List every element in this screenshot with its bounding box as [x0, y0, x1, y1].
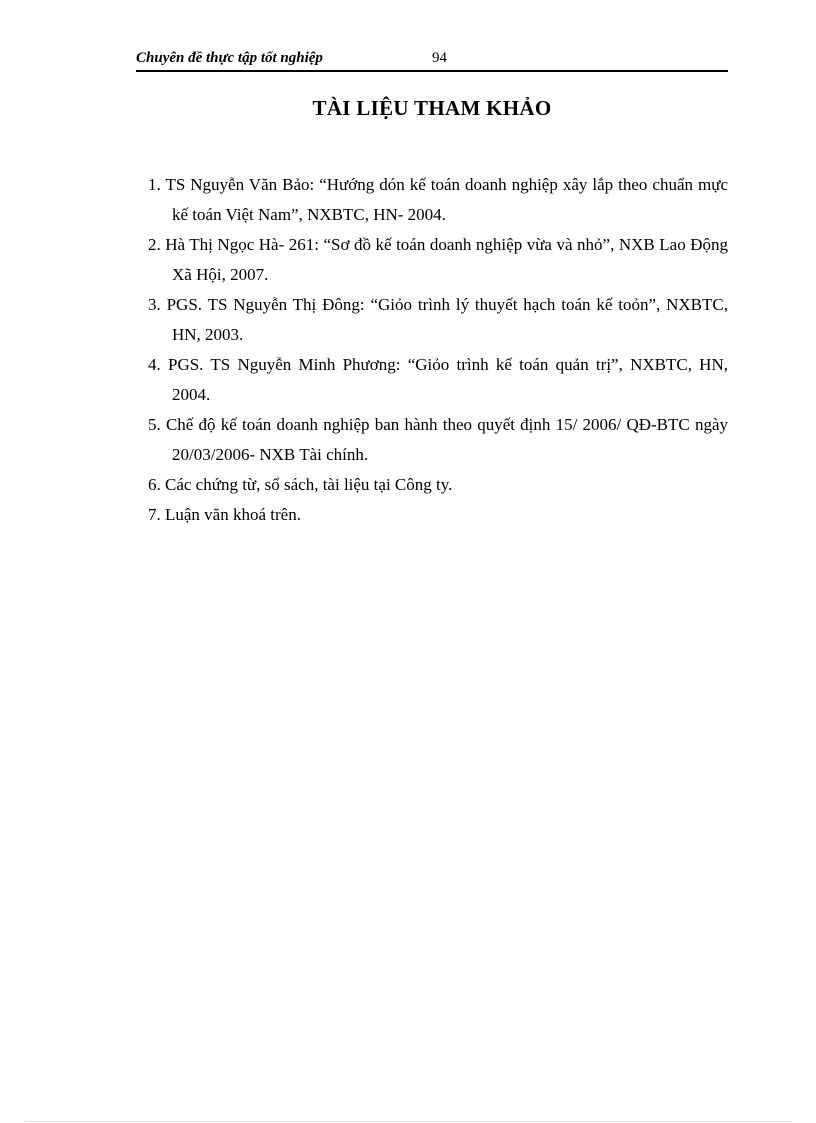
reference-item-3: 3. PGS. TS Nguyễn Thị Đông: “Giỏo trình lý thuyết hạch toán kế toỏn”, NXBTC, HN, 2003. — [148, 295, 728, 344]
reference-item-5: 5. Chế độ kế toán doanh nghiệp ban hành theo quyết định 15/ 2006/ QĐ-BTC ngày 20/03/2006- NXB Tài chính. — [148, 415, 728, 464]
reference-item-7: 7. Luận văn khoá trên. — [148, 505, 301, 524]
references-heading: TÀI LIỆU THAM KHẢO — [312, 96, 552, 120]
reference-item-4: 4. PGS. TS Nguyễn Minh Phương: “Giỏo trình kế toán quản trị”, NXBTC, HN, 2004. — [148, 355, 728, 404]
reference-item-6: 6. Các chứng từ, sổ sách, tài liệu tại Công ty. — [148, 475, 453, 494]
page-number: 94 — [432, 50, 447, 66]
header-title: Chuyên đề thực tập tốt nghiệp — [136, 50, 323, 66]
page-header — [136, 48, 728, 72]
references-list — [148, 170, 728, 530]
reference-item-1: 1. TS Nguyễn Văn Bảo: “Hướng dón kế toán doanh nghiệp xây lắp theo chuẩn mực kế toán Việt Nam”, NXBTC, HN- 2004. — [148, 175, 728, 224]
page-bottom-rule — [24, 1121, 792, 1122]
reference-item-2: 2. Hà Thị Ngọc Hà- 261: “Sơ đồ kế toán doanh nghiệp vừa và nhỏ”, NXB Lao Động Xã Hội, 2007. — [148, 235, 728, 284]
